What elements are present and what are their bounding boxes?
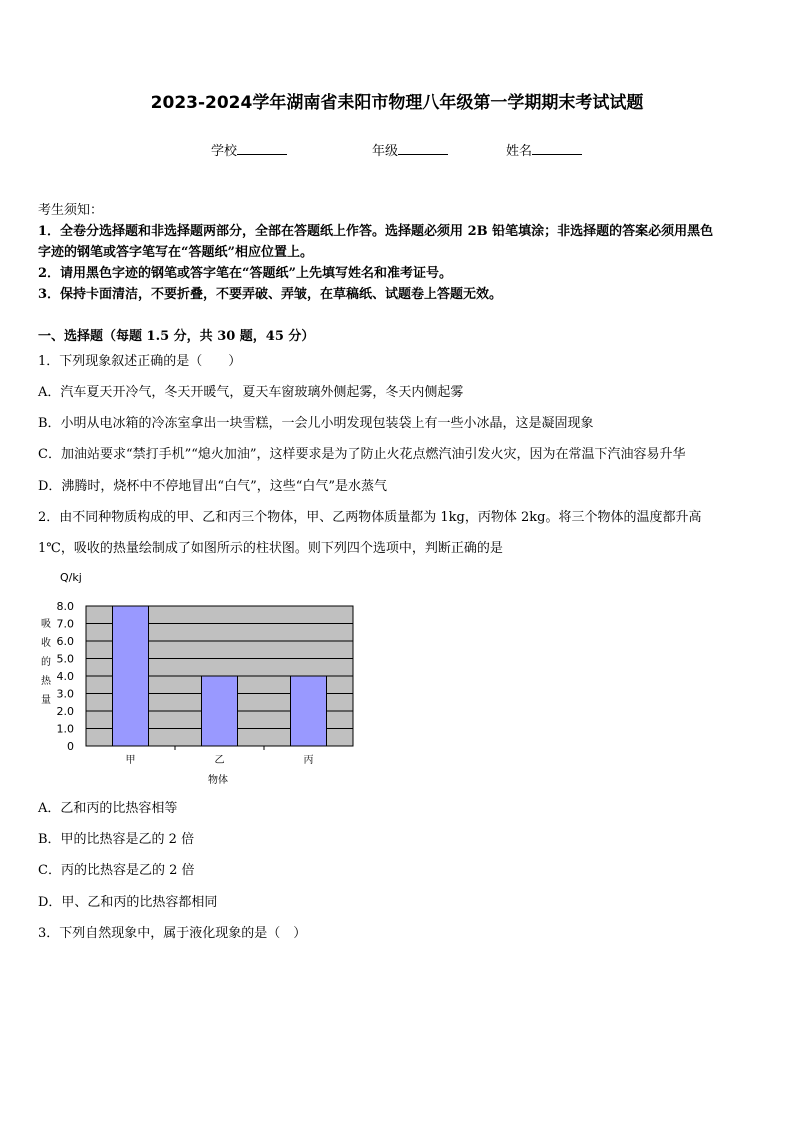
grade-label: 年级 bbox=[372, 144, 399, 159]
chart-y-ticks bbox=[57, 600, 75, 753]
q2-option-d: D．甲、乙和丙的比热容都相同 bbox=[38, 895, 218, 910]
school-blank bbox=[237, 142, 287, 155]
q2-stem-line2: 1℃，吸收的热量绘制成了如图所示的柱状图。则下列四个选项中，判断正确的是 bbox=[38, 541, 503, 556]
name-blank bbox=[532, 142, 582, 155]
school-label: 学校 bbox=[211, 144, 238, 159]
notice-item: 1．全卷分选择题和非选择题两部分，全部在答题纸上作答。选择题必须用 2B 铅笔填涂；非选择题的答案必须用黑色 bbox=[38, 224, 714, 239]
notice-heading: 考生须知： bbox=[38, 203, 104, 218]
q3-stem: 3．下列自然现象中，属于液化现象的是（ ） bbox=[38, 926, 307, 941]
chart-x-tick-label: 乙 bbox=[214, 755, 225, 766]
name-label: 姓名 bbox=[506, 144, 533, 159]
notice-item: 2．请用黑色字迹的钢笔或答字笔在“答题纸”上先填写姓名和准考证号。 bbox=[38, 266, 453, 281]
chart-x-ticks bbox=[126, 746, 314, 766]
chart-bar bbox=[202, 676, 238, 746]
chart-y-unit: Q/kj bbox=[60, 571, 82, 584]
chart-y-side-char: 吸 bbox=[41, 619, 51, 630]
chart-y-tick-label: 1.0 bbox=[56, 722, 74, 736]
heat-bar-chart bbox=[30, 565, 370, 790]
name-field bbox=[506, 140, 582, 159]
chart-y-tick-label: 8.0 bbox=[56, 600, 74, 613]
chart-y-side-label bbox=[41, 618, 52, 706]
chart-y-side-char: 收 bbox=[41, 638, 51, 649]
q1-option-c: C．加油站要求“禁打手机”“熄火加油”，这样要求是为了防止火花点燃汽油引发火灾，因为在常温下汽油容易升华 bbox=[38, 447, 686, 462]
chart-y-tick-label: 7.0 bbox=[56, 617, 74, 631]
chart-y-side-char: 热 bbox=[41, 676, 51, 687]
chart-bar bbox=[291, 676, 327, 746]
chart-y-tick-label: 3.0 bbox=[56, 687, 74, 701]
chart-bar bbox=[113, 606, 149, 746]
grade-field bbox=[372, 140, 448, 159]
q2-option-a: A．乙和丙的比热容相等 bbox=[38, 801, 178, 816]
q1-stem: 1．下列现象叙述正确的是（ ） bbox=[38, 354, 242, 369]
chart-x-label: 物体 bbox=[208, 775, 228, 786]
chart-y-tick-label: 5.0 bbox=[56, 652, 74, 666]
school-field bbox=[211, 140, 287, 159]
section-heading: 一、选择题（每题 1.5 分，共 30 题，45 分） bbox=[38, 329, 315, 344]
chart-x-tick-label: 甲 bbox=[125, 755, 136, 766]
q1-option-b: B．小明从电冰箱的冷冻室拿出一块雪糕，一会儿小明发现包装袋上有一些小冰晶，这是凝固现象 bbox=[38, 416, 594, 431]
q2-stem-line1: 2．由不同种物质构成的甲、乙和丙三个物体，甲、乙两物体质量都为 1kg，丙物体 2kg。将三个物体的温度都升高 bbox=[38, 510, 702, 525]
chart-y-tick-label: 2.0 bbox=[56, 705, 74, 718]
q2-option-c: C．丙的比热容是乙的 2 倍 bbox=[38, 863, 195, 878]
notice-item: 字迹的钢笔或答字笔写在“答题纸”相应位置上。 bbox=[38, 245, 313, 260]
chart-y-tick-label: 4.0 bbox=[56, 670, 74, 683]
chart-y-side-char: 的 bbox=[41, 657, 51, 668]
chart-x-tick-label: 丙 bbox=[303, 755, 314, 766]
exam-title: 2023-2024学年湖南省耒阳市物理八年级第一学期期末考试试题 bbox=[150, 93, 644, 113]
chart-y-side-char: 量 bbox=[41, 695, 51, 706]
grade-blank bbox=[398, 142, 448, 155]
chart-y-tick-label: 6.0 bbox=[56, 635, 74, 648]
q1-option-d: D．沸腾时，烧杯中不停地冒出“白气”，这些“白气”是水蒸气 bbox=[38, 479, 388, 494]
chart-y-tick-label: 0 bbox=[67, 740, 74, 753]
notice-item: 3．保持卡面清洁，不要折叠，不要弄破、弄皱，在草稿纸、试题卷上答题无效。 bbox=[38, 287, 503, 302]
q1-option-a: A．汽车夏天开冷气，冬天开暖气，夏天车窗玻璃外侧起雾，冬天内侧起雾 bbox=[38, 385, 464, 400]
q2-option-b: B．甲的比热容是乙的 2 倍 bbox=[38, 832, 195, 847]
